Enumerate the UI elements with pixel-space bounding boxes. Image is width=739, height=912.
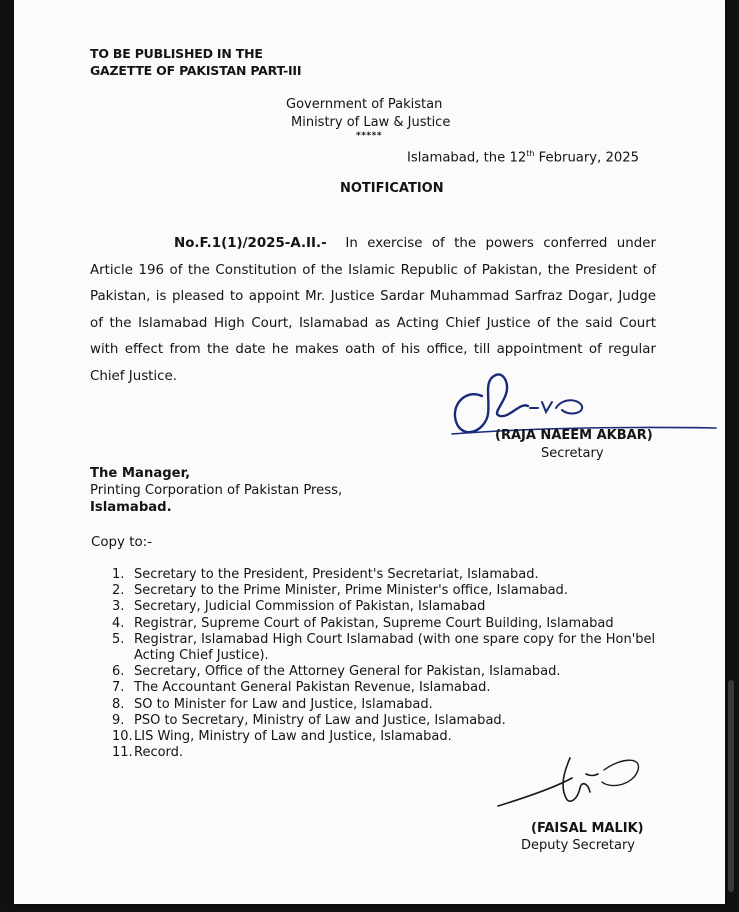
gazette-header-line2: GAZETTE OF PAKISTAN PART-III	[90, 63, 302, 78]
deputy-secretary-signature	[494, 748, 654, 818]
notification-title: NOTIFICATION	[340, 181, 444, 196]
list-item: 10. LIS Wing, Ministry of Law and Justice, Islamabad.	[112, 729, 452, 745]
dateline-place: Islamabad, the 12	[407, 150, 527, 166]
copy-to-list	[112, 567, 660, 761]
list-item: 8. SO to Minister for Law and Justice, Islamabad.	[112, 696, 433, 712]
copy-to-heading: Copy to:-	[91, 535, 153, 550]
notification-body: In exercise of the powers conferred under Article 196 of the Constitution of the Islamic Republic of Pakistan, the President of Pakistan, is pleased to appoint Mr. Justice Sardar Muhammad Sarfraz Dogar, Judge of the Islamabad High Court, Islamabad as Acting Chief Justice of the said Court with effect from the date he makes oath of his office, till appointment of regular Chief Justice.	[90, 236, 657, 384]
scrollbar[interactable]	[728, 680, 734, 892]
secretary-signature	[444, 358, 724, 438]
list-item: 2. Secretary to the Prime Minister, Prime Minister's office, Islamabad.	[112, 583, 568, 599]
addressee-line2: Printing Corporation of Pakistan Press,	[90, 483, 343, 498]
list-item: 5. Registrar, Islamabad High Court Islamabad (with one spare copy for the Hon'bel Acting Chief Justice).	[112, 631, 656, 664]
deputy-secretary-designation: Deputy Secretary	[521, 838, 635, 853]
secretary-name: (RAJA NAEEM AKBAR)	[495, 428, 653, 443]
list-item: 4. Registrar, Supreme Court of Pakistan, Supreme Court Building, Islamabad	[112, 615, 614, 631]
government-name: Government of Pakistan	[286, 97, 443, 112]
notification-reference: No.F.1(1)/2025-A.II.-	[174, 236, 327, 251]
list-item: 3. Secretary, Judicial Commission of Pakistan, Islamabad	[112, 599, 486, 615]
list-item: 1. Secretary to the President, President's Secretariat, Islamabad.	[112, 567, 539, 582]
ministry-name: Ministry of Law & Justice	[291, 115, 451, 130]
list-item: 9. PSO to Secretary, Ministry of Law and Justice, Islamabad.	[112, 712, 506, 728]
dateline	[407, 149, 639, 165]
asterisk-separator: *****	[356, 131, 383, 141]
dateline-ordinal: th	[526, 149, 535, 158]
addressee-line1: The Manager,	[90, 466, 191, 481]
addressee-line3: Islamabad.	[90, 500, 172, 515]
dateline-rest: February, 2025	[534, 150, 640, 166]
gazette-header-line1: TO BE PUBLISHED IN THE	[90, 46, 263, 61]
list-item: 6. Secretary, Office of the Attorney General for Pakistan, Islamabad.	[112, 664, 561, 680]
list-item: 11. Record.	[112, 745, 184, 761]
list-item: 7. The Accountant General Pakistan Revenue, Islamabad.	[112, 680, 491, 696]
secretary-designation: Secretary	[541, 446, 604, 461]
deputy-secretary-name: (FAISAL MALIK)	[531, 821, 644, 836]
document-page	[14, 0, 725, 904]
